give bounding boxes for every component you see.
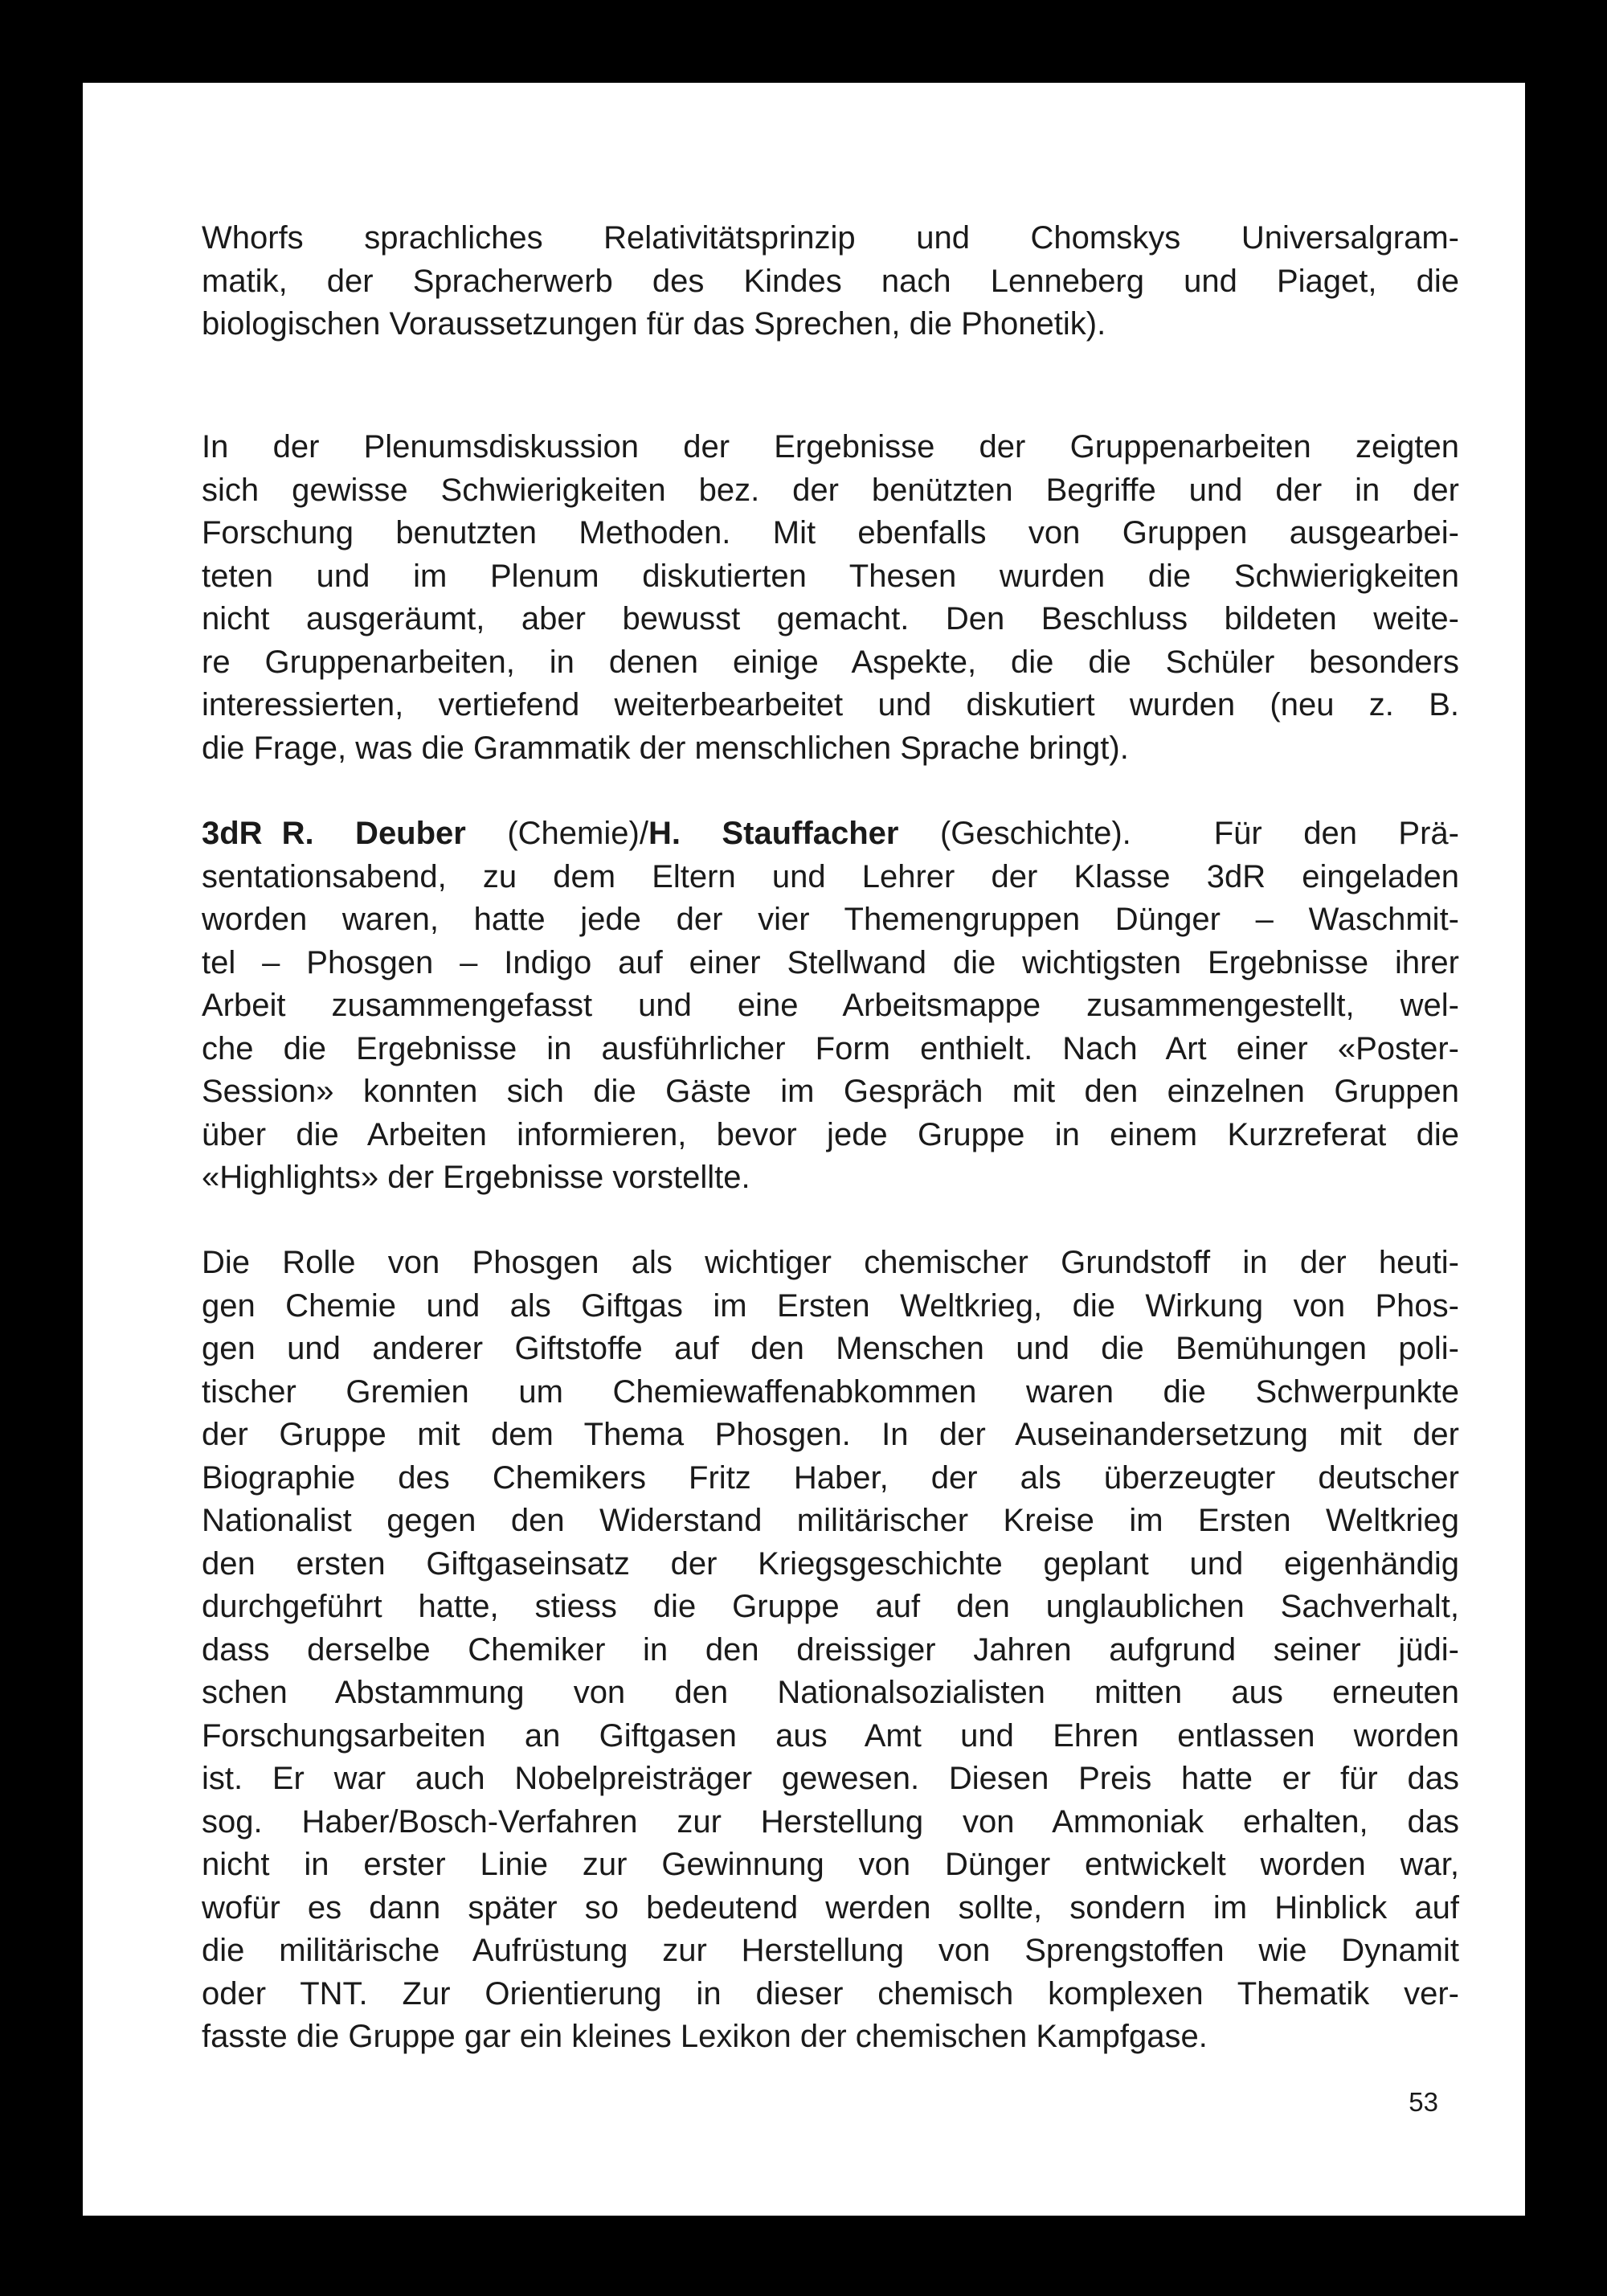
text-line: der Gruppe mit dem Thema Phosgen. In der Auseinandersetzung mit der [202, 1417, 1459, 1452]
document-page [83, 83, 1525, 2216]
text-line: wofür es dann später so bedeutend werden sollte, sondern im Hinblick auf [202, 1889, 1459, 1926]
teacher-subject: (Chemie)/ [465, 816, 648, 851]
text-line: re Gruppenarbeiten, in denen einige Aspekte, die die Schüler besonders [202, 644, 1459, 680]
text-line: Session» konnten sich die Gäste im Gespräch mit den einzelnen Gruppen [202, 1074, 1459, 1109]
text-line: sog. Haber/Bosch-Verfahren zur Herstellung von Ammoniak erhalten, das [202, 1803, 1459, 1840]
text-line: durchgeführt hatte, stiess die Gruppe auf den unglaublichen Sachverhalt, [202, 1589, 1459, 1624]
text-line: Nationalist gegen den Widerstand militärischer Kreise im Ersten Weltkrieg [202, 1503, 1459, 1538]
text-line: nicht ausgeräumt, aber bewusst gemacht. Den Beschluss bildeten weite- [202, 601, 1459, 636]
paragraph-3 [202, 812, 1459, 1200]
text-line: sich gewisse Schwierigkeiten bez. der benützten Begriffe und der in der [202, 472, 1459, 508]
teacher-subject: (Geschichte). [898, 816, 1131, 851]
teacher-name: H. Stauffacher [648, 816, 899, 851]
text-line: Whorfs sprachliches Relativitätsprinzip und Chomskys Universalgram- [202, 220, 1459, 256]
text-line: Forschungsarbeiten an Giftgasen aus Amt und Ehren entlassen worden [202, 1717, 1459, 1754]
text-line: biologischen Voraussetzungen für das Sprechen, die Phonetik). [202, 306, 1106, 342]
text-line: sentationsabend, zu dem Eltern und Lehrer der Klasse 3dR eingeladen [202, 858, 1459, 894]
text-line: über die Arbeiten informieren, bevor jede Gruppe in einem Kurzreferat die [202, 1116, 1459, 1152]
paragraph-2 [202, 426, 1459, 770]
text-line: tel – Phosgen – Indigo auf einer Stellwand die wichtigsten Ergebnisse ihrer [202, 944, 1459, 980]
text-line: oder TNT. Zur Orientierung in dieser chemisch komplexen Thematik ver- [202, 1975, 1459, 2012]
text-line: interessierten, vertiefend weiterbearbeitet und diskutiert wurden (neu z. B. [202, 687, 1459, 722]
text-line: Forschung benutzten Methoden. Mit ebenfalls von Gruppen ausgearbei- [202, 515, 1459, 550]
text-line: gen und anderer Giftstoffe auf den Menschen und die Bemühungen poli- [202, 1331, 1459, 1366]
text-line: tischer Gremien um Chemiewaffenabkommen waren die Schwerpunkte [202, 1373, 1459, 1410]
section-heading-line [202, 812, 1459, 856]
text-line: die militärische Aufrüstung zur Herstellung von Sprengstoffen wie Dynamit [202, 1933, 1459, 1968]
paragraph-1 [202, 217, 1459, 346]
text-line: matik, der Spracherwerb des Kindes nach Lenneberg und Piaget, die [202, 263, 1459, 299]
text-line: nicht in erster Linie zur Gewinnung von Dünger entwickelt worden war, [202, 1847, 1459, 1882]
paragraph-4 [202, 1242, 1459, 2059]
text-line: Die Rolle von Phosgen als wichtiger chemischer Grundstoff in der heuti- [202, 1245, 1459, 1280]
class-code: 3dR [202, 816, 263, 851]
text-line: gen Chemie und als Giftgas im Ersten Weltkrieg, die Wirkung von Phos- [202, 1287, 1459, 1324]
text-line: dass derselbe Chemiker in den dreissiger Jahren aufgrund seiner jüdi- [202, 1631, 1459, 1668]
text-line: Biographie des Chemikers Fritz Haber, der als überzeugter deutscher [202, 1459, 1459, 1496]
page-number: 53 [1409, 2087, 1438, 2117]
text-line: In der Plenumsdiskussion der Ergebnisse der Gruppenarbeiten zeigten [202, 429, 1459, 465]
text-line: die Frage, was die Grammatik der menschlichen Sprache bringt). [202, 730, 1129, 766]
text-line: Arbeit zusammengefasst und eine Arbeitsmappe zusammengestellt, wel- [202, 988, 1459, 1023]
teacher-name: R. Deuber [281, 816, 466, 851]
text-line: «Highlights» der Ergebnisse vorstellte. [202, 1160, 750, 1195]
text-line: che die Ergebnisse in ausführlicher Form enthielt. Nach Art einer «Poster- [202, 1030, 1459, 1066]
text-line: fasste die Gruppe gar ein kleines Lexikon der chemischen Kampfgase. [202, 2019, 1208, 2054]
text-line: den ersten Giftgaseinsatz der Kriegsgeschichte geplant und eigenhändig [202, 1545, 1459, 1582]
text-line: schen Abstammung von den Nationalsozialisten mitten aus erneuten [202, 1675, 1459, 1710]
text-line: ist. Er war auch Nobelpreisträger gewesen. Diesen Preis hatte er für das [202, 1761, 1459, 1796]
heading-line-rest: Für den Prä- [1131, 816, 1459, 851]
text-line: worden waren, hatte jede der vier Themengruppen Dünger – Waschmit- [202, 902, 1459, 937]
text-line: teten und im Plenum diskutierten Thesen wurden die Schwierigkeiten [202, 558, 1459, 594]
